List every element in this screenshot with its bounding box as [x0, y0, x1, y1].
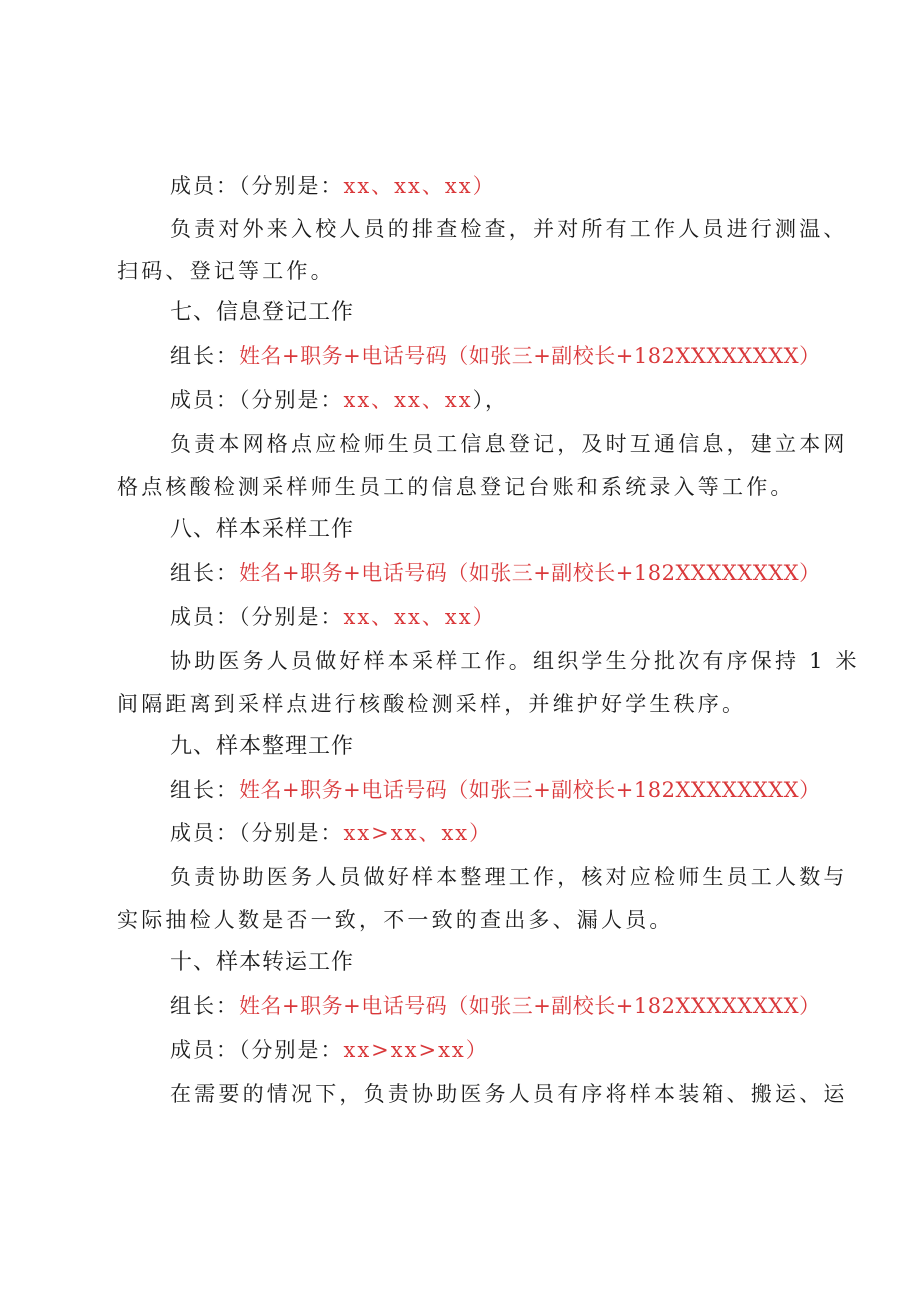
section10-members: [170, 1035, 489, 1065]
section7-desc-line1: 负责本网格点应检师生员工信息登记，及时互通信息，建立本网: [170, 432, 848, 456]
section7-desc-line2: 格点核酸检测采样师生员工的信息登记台账和系统录入等工作。: [117, 475, 795, 499]
section8-title: 八、样本采样工作: [170, 517, 355, 542]
members-close: ）: [472, 605, 496, 629]
section9-desc-line2: 实际抽检人数是否一致，不一致的查出多、漏人员。: [117, 908, 674, 932]
members-close: ）: [472, 174, 496, 198]
members-value: xx>xx>xx: [343, 1038, 466, 1062]
leader-value: 姓名+职务+电话号码（如张三+副校长+182XXXXXXXX）: [239, 994, 821, 1018]
section6-desc-line2: 扫码、登记等工作。: [117, 259, 335, 283]
section7-title: 七、信息登记工作: [170, 300, 355, 325]
section9-title: 九、样本整理工作: [170, 734, 355, 759]
section9-desc-line1: 负责协助医务人员做好样本整理工作，核对应检师生员工人数与: [170, 865, 848, 889]
members-value: xx、xx、xx: [343, 388, 473, 412]
section9-leader: [170, 775, 821, 805]
members-label: 成员：（分别是：: [170, 605, 344, 629]
members-value: xx>xx、xx: [343, 821, 470, 845]
section8-members: [170, 602, 496, 632]
section8-leader: [170, 558, 821, 588]
section6-desc-line1: 负责对外来入校人员的排查检查，并对所有工作人员进行测温、: [170, 217, 848, 241]
leader-label: 组长：: [170, 994, 239, 1018]
section8-desc-line2: 间隔距离到采样点进行核酸检测采样，并维护好学生秩序。: [117, 692, 747, 716]
section6-members: [170, 171, 496, 201]
members-label: 成员：（分别是：: [170, 1038, 344, 1062]
members-label: 成员：（分别是：: [170, 388, 344, 412]
section9-members: [170, 818, 492, 848]
members-close: ）: [465, 1038, 489, 1062]
leader-label: 组长：: [170, 561, 239, 585]
section10-leader: [170, 991, 821, 1021]
members-close: ），: [472, 388, 509, 412]
members-label: 成员：（分别是：: [170, 821, 344, 845]
members-close: ）: [469, 821, 493, 845]
members-value: xx、xx、xx: [343, 174, 473, 198]
section10-desc-line1: 在需要的情况下，负责协助医务人员有序将样本装箱、搬运、运: [170, 1082, 848, 1106]
members-label: 成员：（分别是：: [170, 174, 344, 198]
leader-label: 组长：: [170, 778, 239, 802]
section8-desc-line1: 协助医务人员做好样本采样工作。组织学生分批次有序保持 1 米: [170, 649, 860, 673]
leader-label: 组长：: [170, 344, 239, 368]
leader-value: 姓名+职务+电话号码（如张三+副校长+182XXXXXXXX）: [239, 344, 821, 368]
section7-members: [170, 385, 508, 415]
members-value: xx、xx、xx: [343, 605, 473, 629]
section7-leader: [170, 341, 821, 371]
leader-value: 姓名+职务+电话号码（如张三+副校长+182XXXXXXXX）: [239, 561, 821, 585]
section10-title: 十、样本转运工作: [170, 950, 355, 975]
leader-value: 姓名+职务+电话号码（如张三+副校长+182XXXXXXXX）: [239, 778, 821, 802]
